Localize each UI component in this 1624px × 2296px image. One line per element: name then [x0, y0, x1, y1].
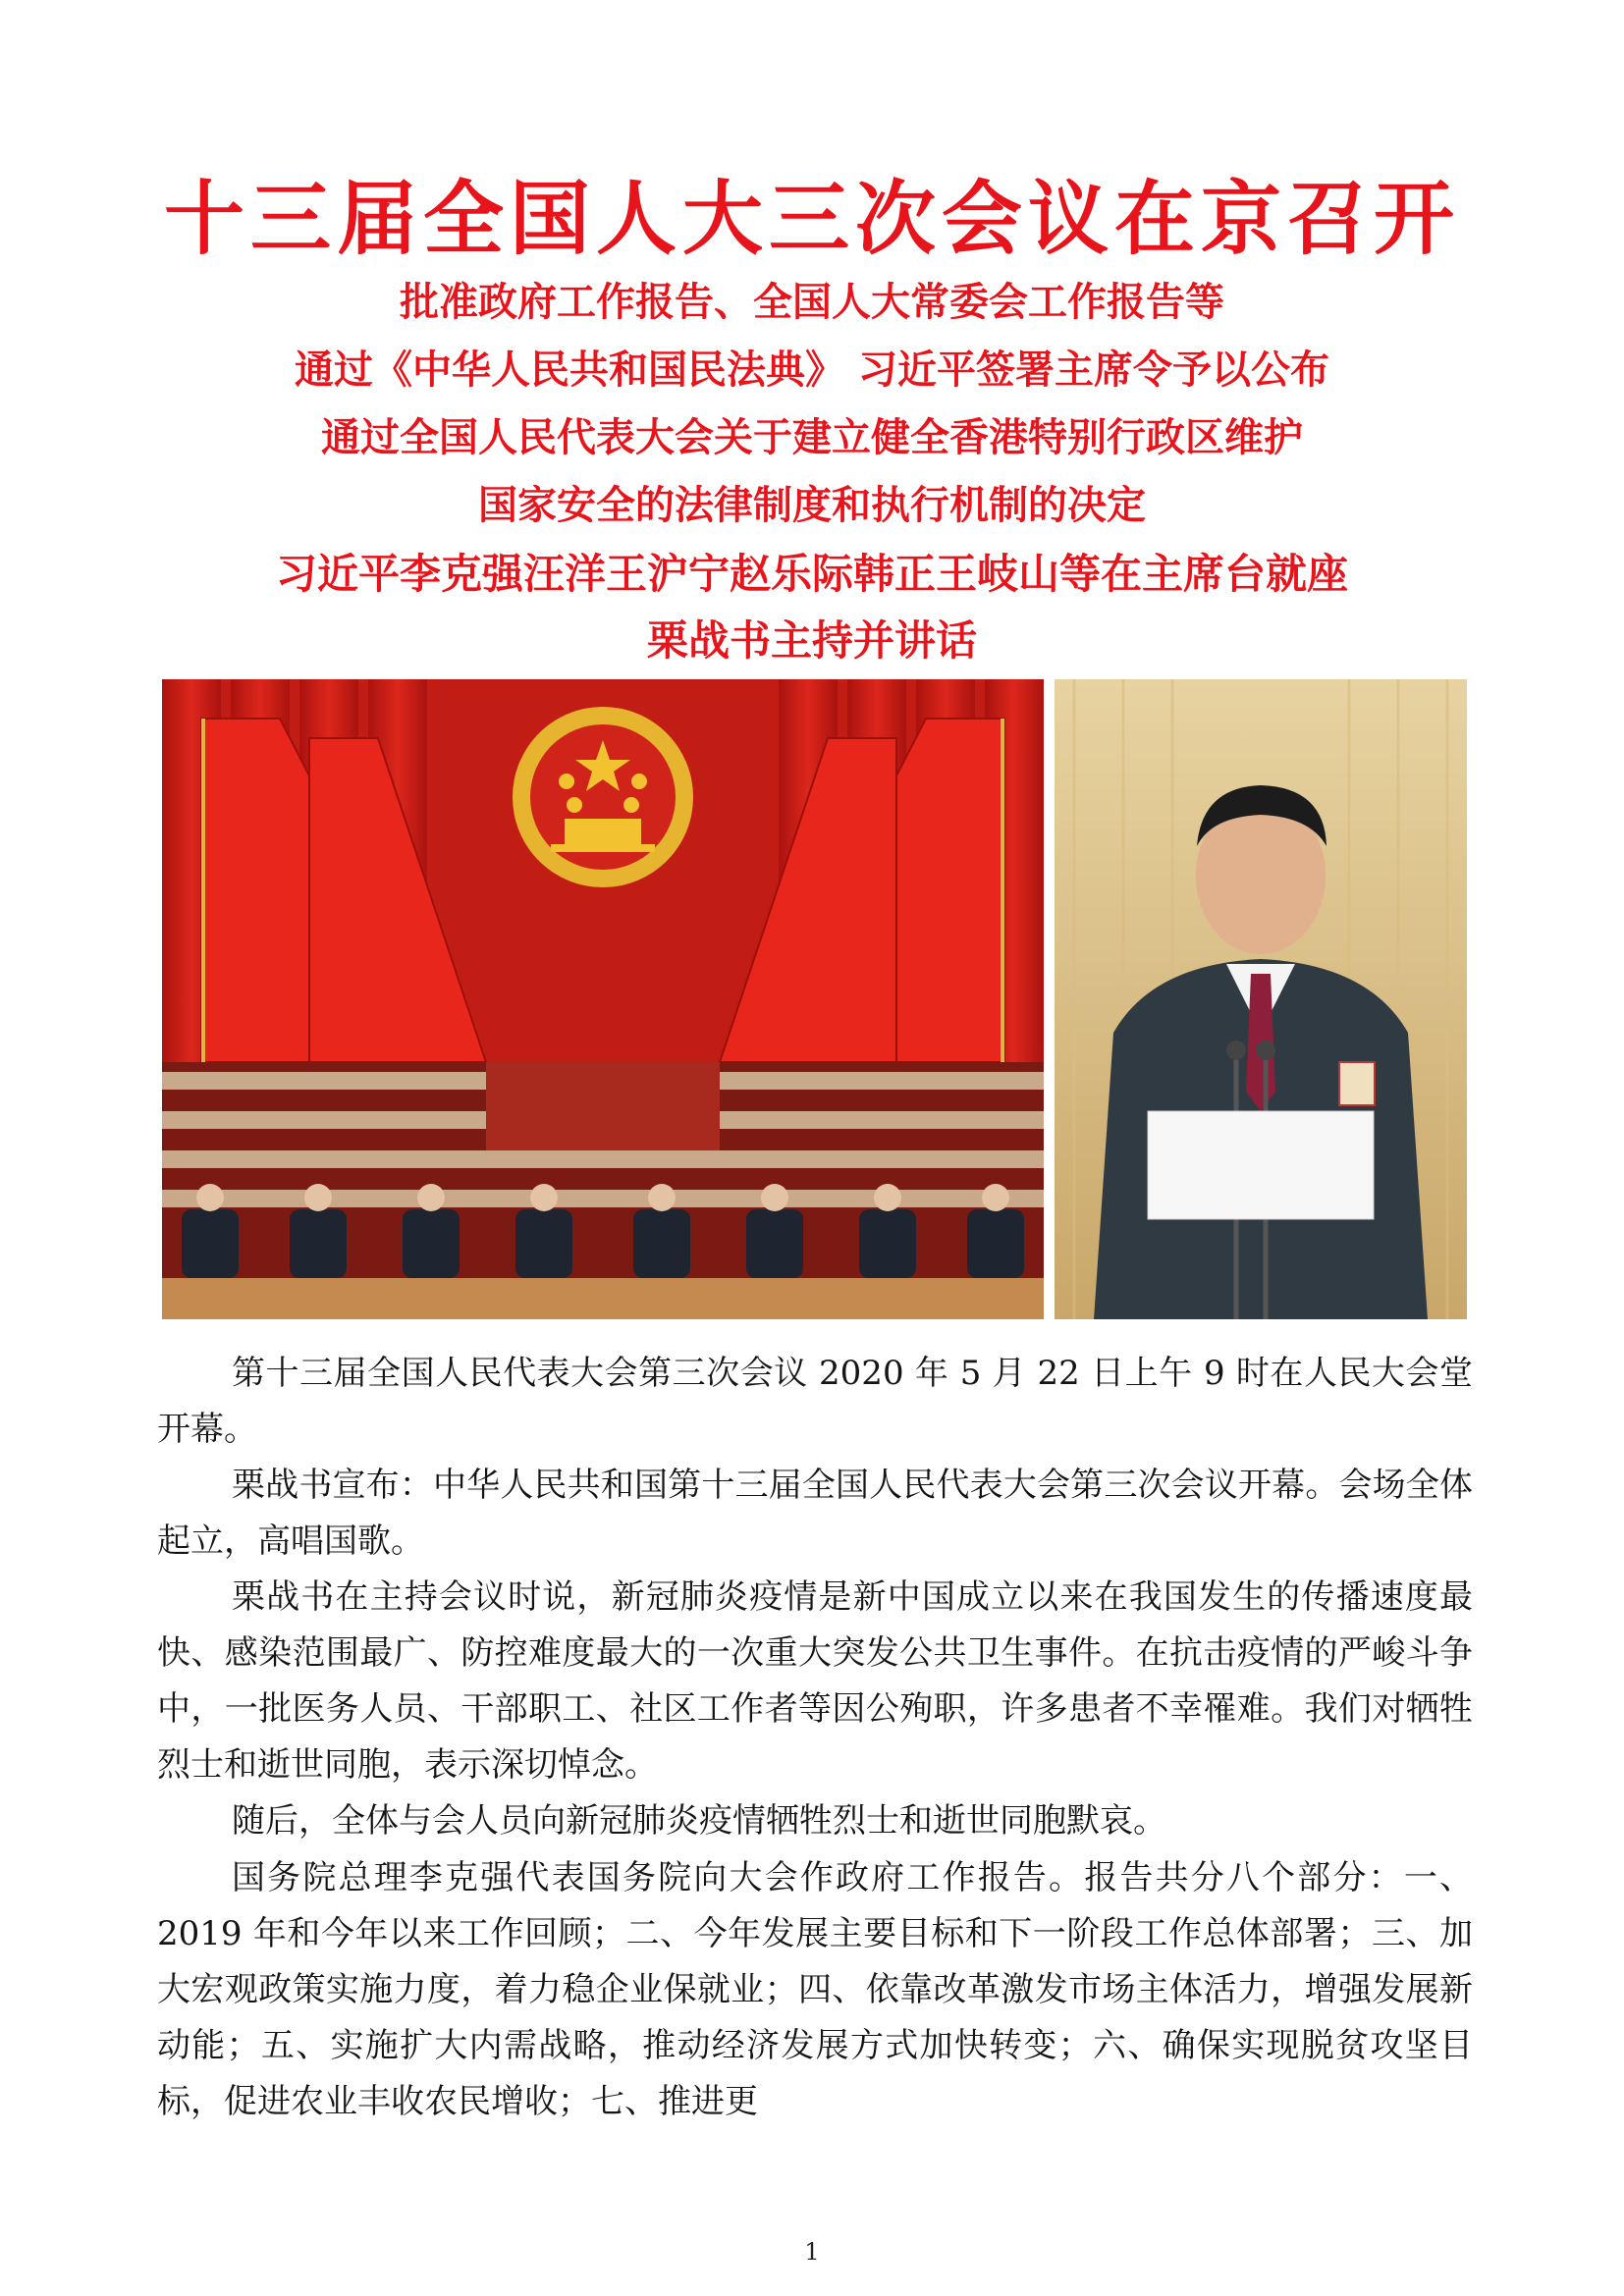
subtitle-line-4: 国家安全的法律制度和执行机制的决定 — [478, 483, 1146, 528]
subtitle-line-6: 栗战书主持并讲话 — [646, 616, 977, 665]
page-number: 1 — [804, 2238, 820, 2266]
body-paragraph-3: 栗战书在主持会议时说，新冠肺炎疫情是新中国成立以来在我国发生的传播速度最快、感染范围最广、防控难度最大的一次重大突发公共卫生事件。在抗击疫情的严峻斗争中，一批医务人员、干部职工、社区工作者等因公殉职，许多患者不幸罹难。我们对牺牲烈士和逝世同胞，表示深切悼念。 — [157, 1577, 1473, 1785]
assembly-hall-illustration — [162, 679, 1044, 1319]
speaker-illustration — [1055, 679, 1467, 1319]
subtitle-line-5: 习近平李克强汪洋王沪宁赵乐际韩正王岐山等在主席台就座 — [275, 550, 1348, 598]
speaker-photo — [1055, 679, 1467, 1319]
body-paragraph-5: 国务院总理李克强代表国务院向大会作政府工作报告。报告共分八个部分：一、2019 年和今年以来工作回顾；二、今年发展主要目标和下一阶段工作总体部署；三、加大宏观政策实施力度，着力稳企业保就业；四、依靠改革激发市场主体活力，增强发展新动能；五、实施扩大内需战略，推动经济发展方式加快转变；六、确保实现脱贫攻坚目标，促进农业丰收农民增收；七、推进更 — [157, 1858, 1473, 2121]
assembly-hall-photo — [162, 679, 1044, 1319]
body-paragraph-1: 第十三届全国人民代表大会第三次会议 2020 年 5 月 22 日上午 9 时在人民大会堂开幕。 — [157, 1354, 1473, 1449]
national-emblem-icon — [513, 707, 693, 887]
subtitle-line-3: 通过全国人民代表大会关于建立健全香港特别行政区维护 — [321, 415, 1303, 460]
subtitle-line-2: 通过《中华人民共和国民法典》 习近平签署主席令予以公布 — [295, 347, 1329, 393]
body-paragraph-2: 栗战书宣布：中华人民共和国第十三届全国人民代表大会第三次会议开幕。会场全体起立，高唱国歌。 — [157, 1466, 1473, 1561]
page-title: 十三届全国人大三次会议在京召开 — [163, 173, 1460, 266]
body-paragraph-4: 随后，全体与会人员向新冠肺炎疫情牺牲烈士和逝世同胞默哀。 — [232, 1801, 1166, 1841]
subtitle-line-1: 批准政府工作报告、全国人大常委会工作报告等 — [400, 280, 1224, 325]
